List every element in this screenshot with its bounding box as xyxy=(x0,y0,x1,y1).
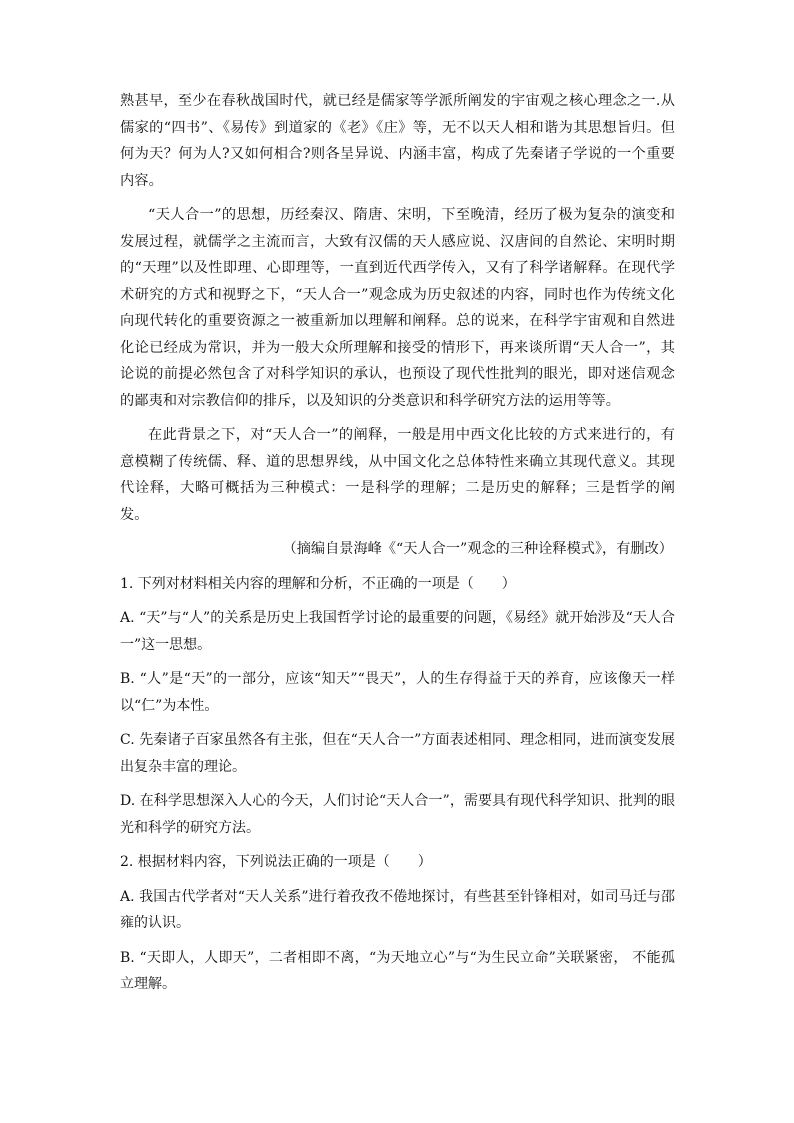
passage-paragraph-3: 在此背景之下，对“天人合一”的阐释，一般是用中西文化比较的方式来进行的，有意模糊了传统儒、释、道的思想界线，从中国文化之总体特性来确立其现代意义。其现代诠释，大略可概括为三种模式：一是科学的理解；二是历史的解释；三是哲学的阐发。 xyxy=(120,427,675,523)
document-page xyxy=(120,88,675,1006)
question-2 xyxy=(120,849,675,998)
question-1-option-c: C. 先秦诸子百家虽然各有主张，但在“天人合一”方面表述相同、理念相同，进而演变发展出复杂丰富的理论。 xyxy=(120,732,675,775)
question-1-option-a: A. “天”与“人”的关系是历史上我国哲学讨论的最重要的问题，《易经》就开始涉及“天人合一”这一思想。 xyxy=(120,610,675,653)
question-2-option-a: A. 我国古代学者对“天人关系”进行着孜孜不倦地探讨，有些甚至针锋相对，如司马迁与邵雍的认识。 xyxy=(120,888,675,931)
question-2-stem: 2. 根据材料内容，下列说法正确的一项是（ ） xyxy=(120,854,432,870)
question-1-option-b: B. “人”是“天”的一部分，应该“知天”“畏天”，人的生存得益于天的养育，应该像天一样以“仁”为本性。 xyxy=(120,671,675,714)
passage-paragraph-1: 熟甚早，至少在春秋战国时代，就已经是儒家等学派所阐发的宇宙观之核心理念之一.从儒家的“四书”、《易传》到道家的《老》《庄》等，无不以天人相和谐为其思想旨归。但何为天？何为人?又如何相合?则各呈异说、内涵丰富，构成了先秦诸子学说的一个重要内容。 xyxy=(120,93,675,189)
question-2-option-b: B. “天即人，人即天”，二者相即不离，“为天地立心”与“为生民立命”关联紧密， 不能孤立理解。 xyxy=(120,949,675,992)
question-1-option-d: D. 在科学思想深入人心的今天，人们讨论“天人合一”，需要具有现代科学知识、批判的眼光和科学的研究方法。 xyxy=(120,793,675,836)
question-1-stem: 1. 下列对材料相关内容的理解和分析，不正确的一项是（ ） xyxy=(120,575,516,592)
passage-paragraph-2: “天人合一”的思想，历经秦汉、隋唐、宋明，下至晚清，经历了极为复杂的演变和发展过程，就儒学之主流而言，大致有汉儒的天人感应说、汉唐间的自然论、宋明时期的“天理”以及性即理、心即理等，一直到近代西学传入，又有了科学诸解释。在现代学术研究的方式和视野之下，“天人合一”观念成为历史叙述的内容，同时也作为传统文化向现代转化的重要资源之一被重新加以理解和阐释。总的说来，在科学宇宙观和自然进化论已经成为常识，并为一般大众所理解和接受的情形下，再来谈所谓“天人合一”，其论说的前提必然包含了对科学知识的承认，也预设了现代性批判的眼光，即对迷信观念的鄙夷和对宗教信仰的排斥，以及知识的分类意识和科学研究方法的运用等等。 xyxy=(120,207,675,409)
passage-source: （摘编自景海峰《“天人合一”观念的三种诠释模式》，有删改） xyxy=(282,541,673,557)
question-1 xyxy=(120,571,675,842)
